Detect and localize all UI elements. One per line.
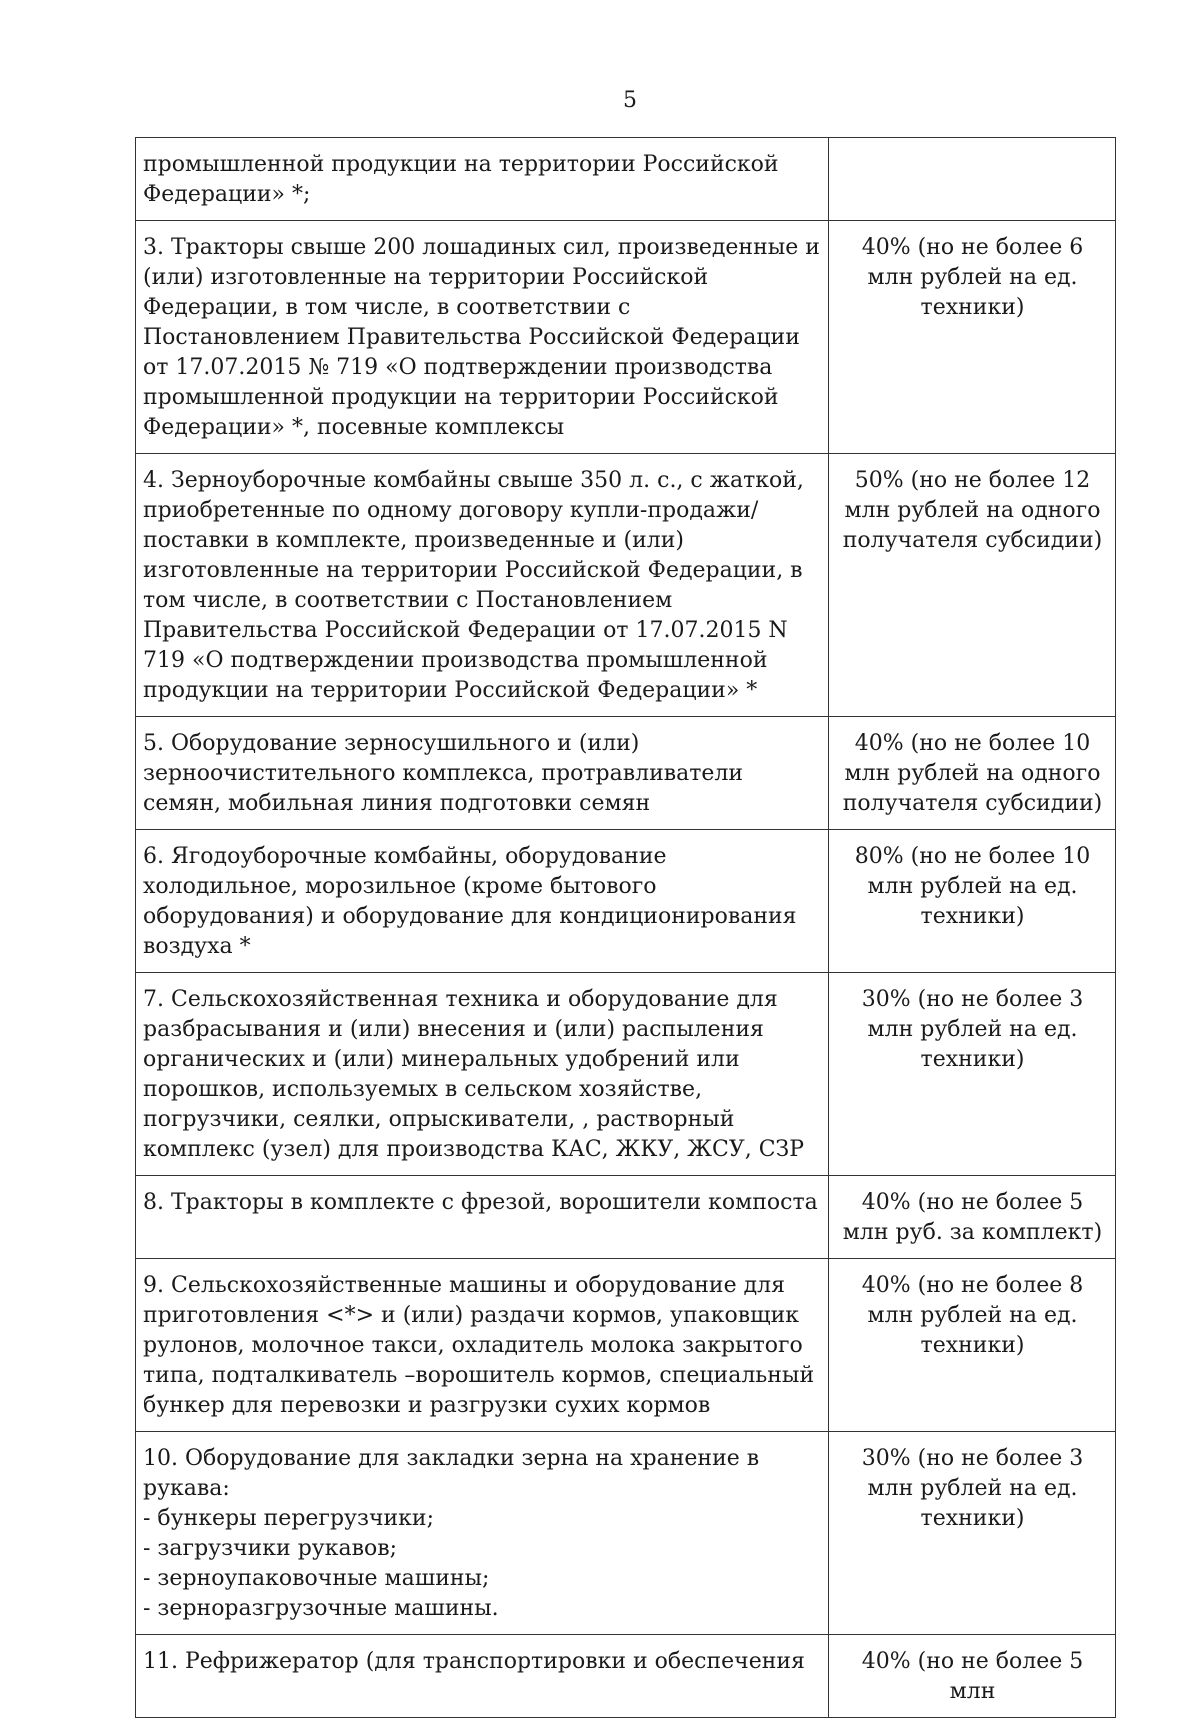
table-row: [136, 454, 1116, 717]
row-rate: 80% (но не более 10 млн рублей на ед. техники): [829, 830, 1116, 973]
row-rate: 50% (но не более 12 млн рублей на одного получателя субсидии): [829, 454, 1116, 717]
table-row: [136, 221, 1116, 454]
table-row: [136, 1432, 1116, 1635]
row-description: 4. Зерноуборочные комбайны свыше 350 л. с., с жаткой, приобретенные по одному договору купли-продажи/поставки в комплекте, произведенные и (или) изготовленные на территории Российской Федерации, в том числе, в соответствии с Постановлением Правительства Российской Федерации от 17.07.2015 N 719 «О подтверждении производства промышленной продукции на территории Российской Федерации» *: [136, 454, 829, 717]
row-description: 7. Сельскохозяйственная техника и оборудование для разбрасывания и (или) внесения и (или) распыления органических и (или) минеральных удобрений или порошков, используемых в сельском хозяйстве, погрузчики, сеялки, опрыскиватели, , растворный комплекс (узел) для производства КАС, ЖКУ, ЖСУ, СЗР: [136, 973, 829, 1176]
row-description: 6. Ягодоуборочные комбайны, оборудование холодильное, морозильное (кроме бытового оборудования) и оборудование для кондиционирования воздуха *: [136, 830, 829, 973]
row-description: 10. Оборудование для закладки зерна на хранение в рукава: - бункеры перегрузчики; - загрузчики рукавов; - зерноупаковочные машины; - зерноразгрузочные машины.: [136, 1432, 829, 1635]
row-rate: 30% (но не более 3 млн рублей на ед. техники): [829, 973, 1116, 1176]
subsidy-table: [135, 137, 1116, 1718]
row-rate: 40% (но не более 5 млн: [829, 1635, 1116, 1718]
row-description: 3. Тракторы свыше 200 лошадиных сил, произведенные и (или) изготовленные на территории Российской Федерации, в том числе, в соответствии с Постановлением Правительства Российской Федерации от 17.07.2015 № 719 «О подтверждении производства промышленной продукции на территории Российской Федерации» *, посевные комплексы: [136, 221, 829, 454]
table-row: [136, 1635, 1116, 1718]
row-rate: 30% (но не более 3 млн рублей на ед. техники): [829, 1432, 1116, 1635]
row-description: промышленной продукции на территории Российской Федерации» *;: [136, 138, 829, 221]
row-rate: 40% (но не более 8 млн рублей на ед. техники): [829, 1259, 1116, 1432]
row-description: 5. Оборудование зерносушильного и (или) зерноочистительного комплекса, протравливатели семян, мобильная линия подготовки семян: [136, 717, 829, 830]
table-row: [136, 1259, 1116, 1432]
row-rate: 40% (но не более 5 млн руб. за комплект): [829, 1176, 1116, 1259]
table-row: [136, 138, 1116, 221]
table-row: [136, 717, 1116, 830]
row-description: 9. Сельскохозяйственные машины и оборудование для приготовления <*> и (или) раздачи кормов, упаковщик рулонов, молочное такси, охладитель молока закрытого типа, подталкиватель –ворошитель кормов, специальный бункер для перевозки и разгрузки сухих кормов: [136, 1259, 829, 1432]
table-row: [136, 973, 1116, 1176]
row-rate: [829, 138, 1116, 221]
table-row: [136, 1176, 1116, 1259]
table-row: [136, 830, 1116, 973]
page-number: 5: [623, 88, 637, 113]
row-description: 8. Тракторы в комплекте с фрезой, ворошители компоста: [136, 1176, 829, 1259]
row-rate: 40% (но не более 6 млн рублей на ед. техники): [829, 221, 1116, 454]
row-rate: 40% (но не более 10 млн рублей на одного получателя субсидии): [829, 717, 1116, 830]
row-description: 11. Рефрижератор (для транспортировки и обеспечения: [136, 1635, 829, 1718]
